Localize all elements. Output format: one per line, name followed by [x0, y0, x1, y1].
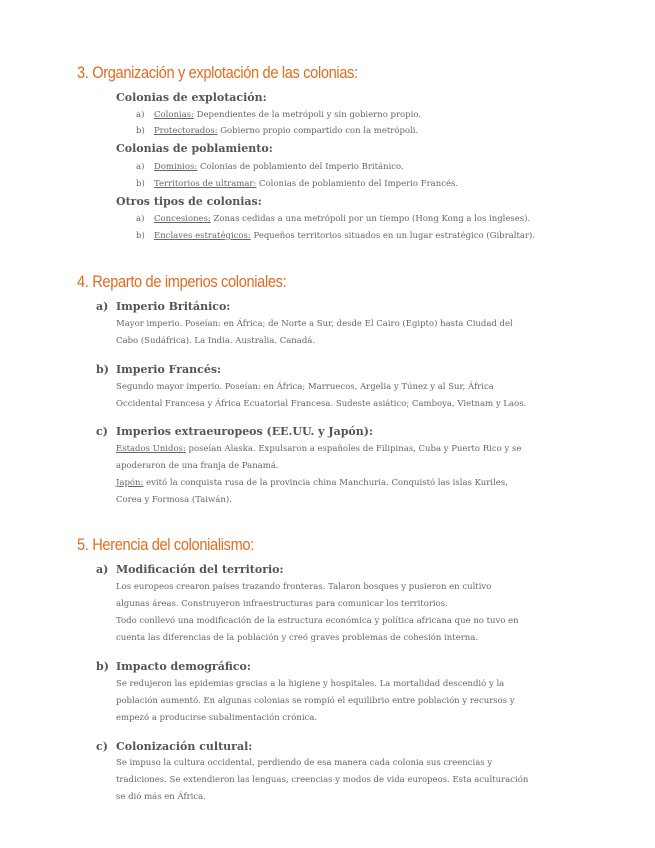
definition: Colonias de poblamiento del Imperio Británico.: [197, 162, 404, 172]
imperio-frances-heading: Imperio Francés:: [116, 363, 222, 376]
paragraph-line: Segundo mayor imperio. Poseían: en África; Marruecos, Argelia y Túnez y al Sur, África: [116, 382, 494, 392]
list-marker: a): [136, 162, 145, 172]
paragraph-line: Se redujeron las epidemias gracias a la higiene y hospitales. La mortalidad descendió y la: [116, 679, 505, 689]
term: Concesiones:: [154, 214, 211, 224]
paragraph-line: Mayor imperio. Poseían: en África; de Norte a Sur, desde El Cairo (Egipto) hasta Ciudad del: [116, 319, 513, 329]
list-marker: a): [96, 563, 109, 576]
list-marker: a): [96, 300, 109, 313]
group-poblamiento-label: Colonias de poblamiento:: [116, 142, 273, 155]
list-marker: b): [96, 660, 109, 673]
list-marker: b): [136, 126, 145, 136]
list-marker: b): [96, 363, 109, 376]
term: Colonias:: [154, 110, 194, 120]
term: Dominios:: [154, 162, 198, 172]
section-3-title: 3. Organización y explotación de las colonias:: [77, 63, 358, 82]
term: Protectorados:: [154, 126, 218, 136]
paragraph-line: se dió más en África.: [116, 792, 206, 802]
modificacion-territorio-heading: Modificación del territorio:: [116, 563, 284, 576]
definition: Dependientes de la metrópoli y sin gobierno propio.: [193, 110, 421, 120]
imperio-britanico-heading: Imperio Británico:: [116, 300, 231, 313]
paragraph-line: Los europeos crearon países trazando fronteras. Talaron bosques y pusieron en cultivo: [116, 582, 492, 592]
paragraph-line: tradiciones. Se extendieron las lenguas, creencias y modos de vida europeos. Esta aculturación: [116, 775, 529, 785]
imperios-extraeuropeos-heading: Imperios extraeuropeos (EE.UU. y Japón):: [116, 425, 374, 438]
section-4-title: 4. Reparto de imperios coloniales:: [77, 272, 287, 291]
definition: Pequeños territorios situados en un lugar estratégico (Gibraltar).: [250, 231, 536, 241]
term: Territorios de ultramar:: [154, 179, 257, 189]
paragraph-line: Se impuso la cultura occidental, perdiendo de esa manera cada colonia sus creencias y: [116, 758, 493, 768]
group-otros-label: Otros tipos de colonias:: [116, 195, 262, 208]
paragraph-line: apoderaron de una franja de Panamá.: [116, 461, 279, 471]
paragraph-line: [116, 444, 521, 454]
list-marker: c): [96, 425, 108, 438]
definition: Colonias de poblamiento del Imperio Francés.: [256, 179, 459, 189]
paragraph-line: Occidental Francesa y África Ecuatorial Francesa. Sudeste asiático; Camboya, Vietnam y Laos.: [116, 399, 527, 409]
definition: evitó la conquista rusa de la provincia china Manchuria. Conquistó las islas Kuriles,: [143, 478, 508, 488]
paragraph-line: Cabo (Sudáfrica). La India. Australia. Canadá.: [116, 336, 316, 346]
paragraph-line: cuenta las diferencias de la población y creó graves problemas de cohesión interna.: [116, 633, 479, 643]
definition: Gobierno propio compartido con la metrópoli.: [217, 126, 419, 136]
paragraph-line: algunas áreas. Construyeron infraestructuras para comunicar los territorios.: [116, 599, 448, 609]
list-marker: b): [136, 179, 145, 189]
definition: Zonas cedidas a una metrópoli por un tiempo (Hong Kong a los ingleses).: [210, 214, 531, 224]
group-explotacion-label: Colonias de explotación:: [116, 91, 267, 104]
paragraph-line: empezó a producirse subalimentación crónica.: [116, 713, 318, 723]
colonizacion-cultural-heading: Colonización cultural:: [116, 740, 253, 753]
impacto-demografico-heading: Impacto demográfico:: [116, 660, 251, 673]
paragraph-line: población aumentó. En algunas colonias se rompió el equilibrio entre población y recursos y: [116, 696, 515, 706]
paragraph-line: Todo conllevó una modificación de la estructura económica y política africana que no tuvo en: [116, 616, 519, 626]
term: Estados Unidos:: [116, 444, 186, 454]
list-marker: a): [136, 214, 145, 224]
definition: poseían Alaska. Expulsaron a españoles de Filipinas, Cuba y Puerto Rico y se: [185, 444, 522, 454]
list-marker: b): [136, 231, 145, 241]
term: Enclaves estratégicos:: [154, 231, 251, 241]
list-marker: c): [96, 740, 108, 753]
paragraph-line: [116, 478, 508, 488]
list-marker: a): [136, 110, 145, 120]
term: Japón:: [116, 478, 144, 488]
paragraph-line: Corea y Formosa (Taiwán).: [116, 495, 232, 505]
section-5-title: 5. Herencia del colonialismo:: [77, 535, 254, 554]
